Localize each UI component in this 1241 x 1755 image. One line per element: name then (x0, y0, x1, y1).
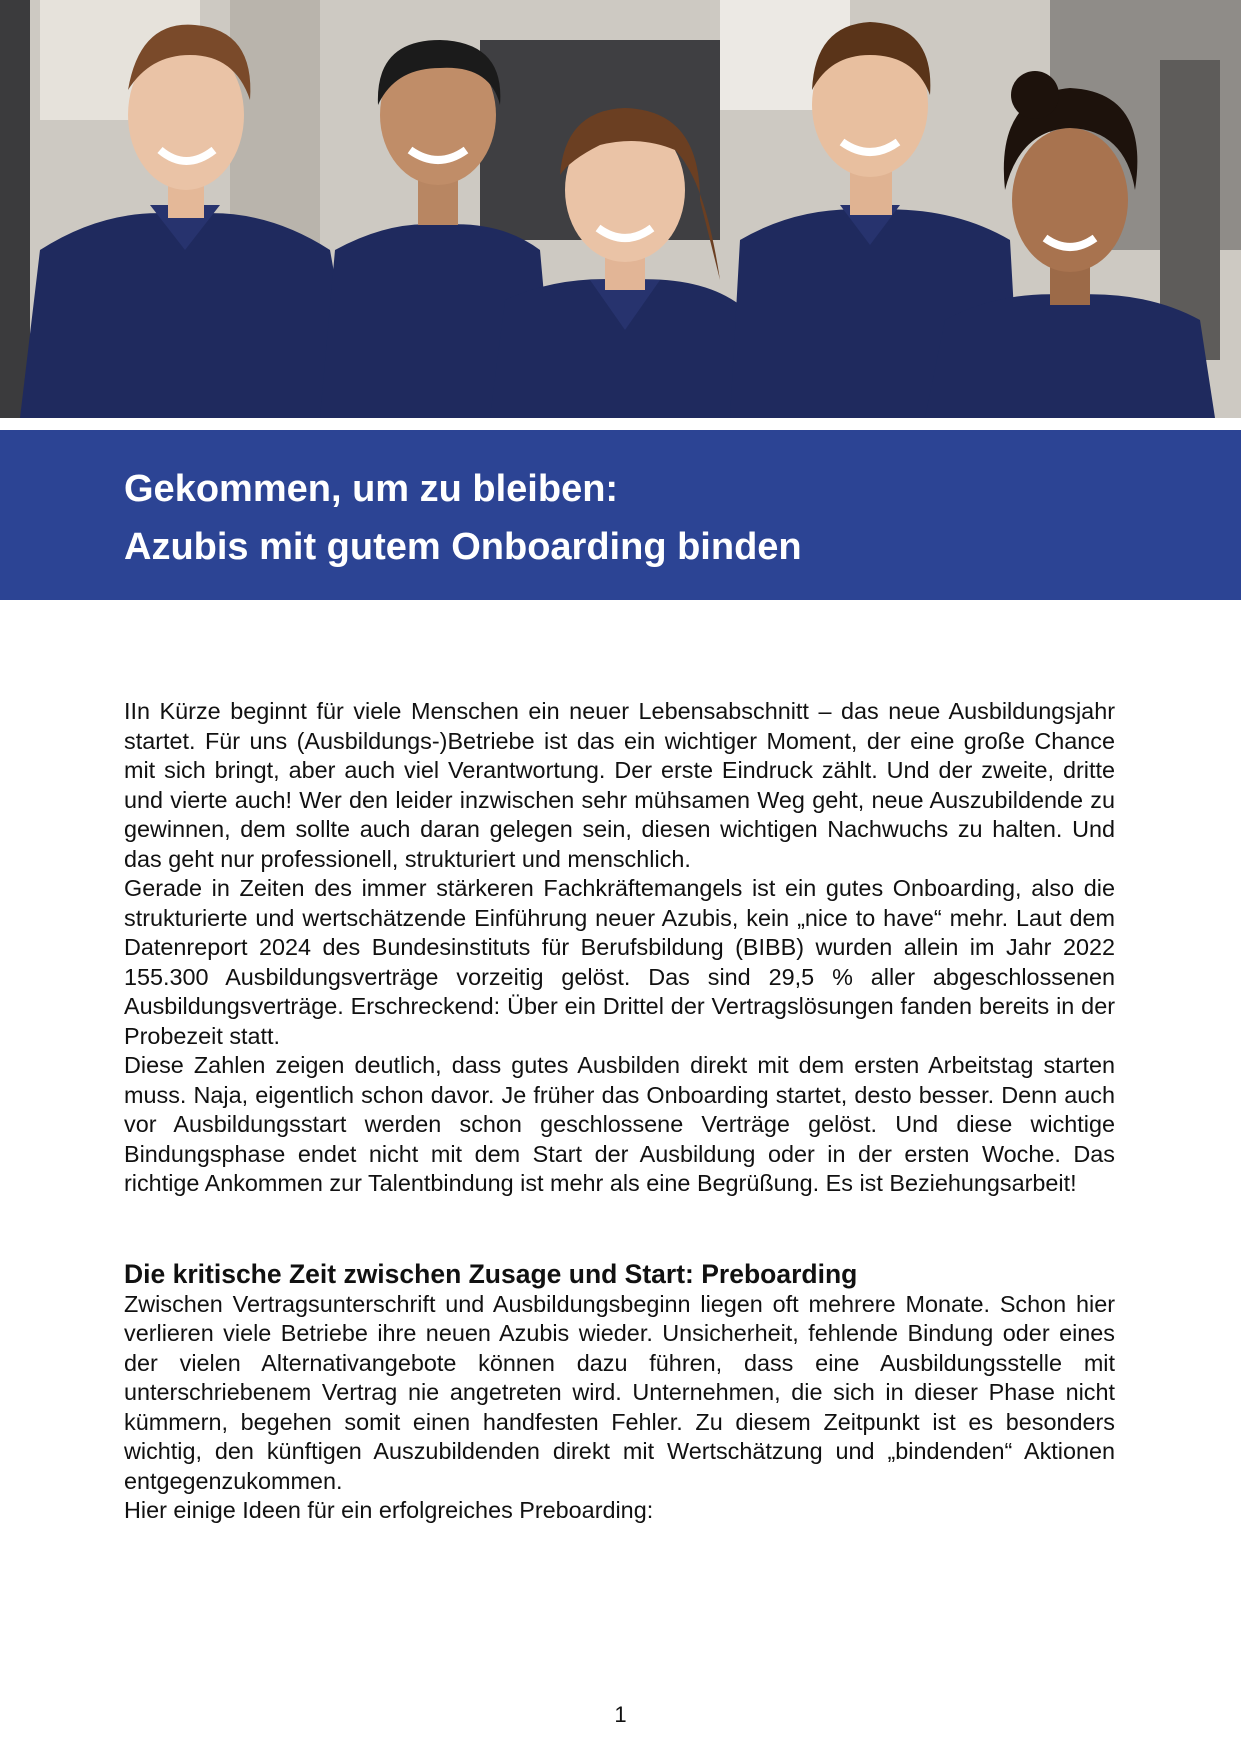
title-line-1: Gekommen, um zu bleiben: (124, 468, 619, 510)
section-spacer (124, 1199, 1115, 1258)
article-body (124, 697, 1115, 1526)
intro-paragraph-1: IIn Kürze beginnt für viele Menschen ein neuer Lebensabschnitt – das neue Ausbildungsjahr startet. Für uns (Ausbildungs-)Betriebe ist das ein wichtiger Moment, der eine große Chance mit sich bringt, aber auch viel Verantwortung. Der erste Eindruck zählt. Und der zweite, dritte und vierte auch! Wer den leider inzwischen sehr mühsamen Weg geht, neue Auszubildende zu gewinnen, dem sollte auch daran gelegen sein, diesen wichtigen Nachwuchs zu halten. Und das geht nur professionell, strukturiert und menschlich. (124, 698, 1115, 872)
intro-paragraph-2: Gerade in Zeiten des immer stärkeren Fachkräftemangels ist ein gutes Onboarding, also die strukturierte und wertschätzende Einführung neuer Azubis, kein „nice to have“ mehr. Laut dem Datenreport 2024 des Bundesinstituts für Berufsbildung (BIBB) wurden allein im Jahr 2022 155.300 Ausbildungsverträge vorzeitig gelöst. Das sind 29,5 % aller abgeschlossenen Ausbildungsverträge. Erschreckend: Über ein Drittel der Vertragslösungen fanden bereits in der Probezeit statt. (124, 875, 1115, 1049)
hero-photo (0, 0, 1241, 418)
section-paragraph-1: Zwischen Vertragsunterschrift und Ausbildungsbeginn liegen oft mehrere Monate. Schon hier verlieren viele Betriebe ihre neuen Azubis wieder. Unsicherheit, fehlende Bindung oder eines der vielen Alternativangebote können dazu führen, dass eine Ausbildungsstelle mit unterschriebenem Vertrag nie angetreten wird. Unternehmen, die sich in dieser Phase nicht kümmern, begehen somit einen handfesten Fehler. Zu diesem Zeitpunkt ist es besonders wichtig, den künftigen Auszubildenden direkt mit Wertschätzung und „bindenden“ Aktionen entgegenzukommen. (124, 1290, 1115, 1494)
page-title (124, 460, 802, 576)
hero-illustration (0, 0, 1241, 418)
page-number: 1 (614, 1702, 627, 1727)
title-line-2: Azubis mit gutem Onboarding binden (124, 526, 802, 568)
section-paragraph-2: Hier einige Ideen für ein erfolgreiches Preboarding: (124, 1497, 654, 1523)
intro-paragraph-3: Diese Zahlen zeigen deutlich, dass gutes Ausbilden direkt mit dem ersten Arbeitstag starten muss. Naja, eigentlich schon davor. Je früher das Onboarding startet, desto besser. Denn auch vor Ausbildungsstart werden schon geschlossene Verträge gelöst. Und diese wichtige Bindungsphase endet nicht mit dem Start der Ausbildung oder in der ersten Woche. Das richtige Ankommen zur Talentbindung ist mehr als eine Begrüßung. Es ist Beziehungsarbeit! (124, 1052, 1115, 1196)
section-heading: Die kritische Zeit zwischen Zusage und Start: Preboarding (124, 1258, 858, 1289)
